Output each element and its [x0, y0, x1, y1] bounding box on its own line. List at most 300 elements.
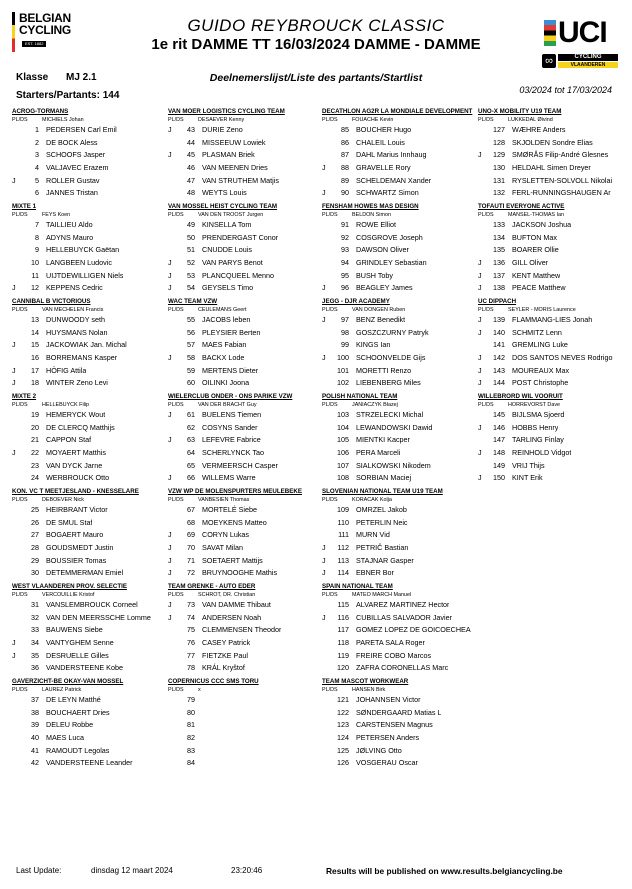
rider-name: JACKSON Joshua	[512, 220, 572, 229]
pl-ds-label: PL/DS	[12, 592, 28, 598]
rider-name: VOSGERAU Oscar	[356, 758, 418, 768]
rider-name: ANDERSEN Noah	[202, 612, 262, 622]
rider-bib: 27	[31, 530, 39, 540]
rider-name: SAVAT Milan	[202, 543, 244, 553]
team-director: VAN MECHELEN Francis	[42, 307, 104, 313]
rider-bib: 74	[187, 612, 195, 622]
team-block	[478, 393, 632, 488]
rider-bib: 100	[337, 353, 349, 363]
rider-name: WEYTS Louis	[202, 188, 247, 198]
rider-name: MISSEEUW Lowiek	[202, 137, 266, 147]
team-director-row	[12, 686, 170, 694]
rider-name: LANGBEEN Ludovic	[46, 258, 112, 268]
rider-name: GOMEZ LOPEZ DE GOICOECHEA	[356, 625, 471, 635]
rider-row	[168, 542, 326, 555]
rider-bib: 39	[31, 720, 39, 730]
page-header	[0, 0, 632, 104]
rider-bib: 61	[187, 410, 195, 419]
team-director: x	[198, 687, 201, 693]
rider-name: PLEYSIER Berten	[202, 327, 261, 337]
junior-flag	[322, 149, 335, 162]
rider-name: FLAMMANG-LIES Jonah	[512, 315, 593, 324]
team-column	[478, 108, 632, 488]
rider-name: GRINDLEY Sebastian	[356, 258, 427, 268]
rider-bib: 121	[337, 695, 349, 704]
team-name: UC DIPPACH	[478, 298, 517, 305]
rider-name: ZAFRA CORONELLAS Marc	[356, 663, 449, 673]
rider-bib: 84	[187, 758, 195, 768]
rider-row	[168, 555, 326, 568]
rider-name: JANNES Tristan	[46, 188, 98, 198]
team-block	[12, 298, 170, 393]
rider-bib: 67	[187, 505, 195, 514]
rider-bib: 30	[31, 568, 39, 578]
junior-flag	[322, 270, 335, 283]
rider-row	[478, 257, 632, 270]
rider-row	[168, 124, 326, 137]
rider-name: VAN STRUTHEM Matjis	[202, 175, 279, 185]
rider-name: BOUSSIER Tomas	[46, 555, 107, 565]
junior-flag: J	[322, 568, 326, 578]
rider-bib: 104	[337, 422, 349, 432]
uci-logo-text: UCI	[558, 16, 607, 49]
rider-bib: 148	[493, 448, 505, 458]
rider-row	[168, 219, 326, 232]
rider-row	[12, 542, 170, 555]
rider-row	[12, 257, 170, 270]
junior-flag	[168, 650, 181, 663]
rider-name: SKJOLDEN Sondre Elias	[512, 137, 593, 147]
rider-row	[322, 422, 480, 435]
team-director: FOUACHE Kevin	[352, 117, 394, 123]
rider-name: DUNWOODY seth	[46, 315, 105, 324]
rider-row	[322, 434, 480, 447]
team-block	[322, 488, 480, 583]
rider-bib: 111	[338, 530, 349, 540]
rider-bib: 129	[493, 150, 505, 160]
junior-flag: J	[168, 258, 172, 268]
team-director: VAN DER BRACHT Guy	[198, 402, 257, 408]
rider-row	[12, 377, 170, 390]
rider-bib: 55	[187, 315, 195, 324]
junior-flag	[168, 517, 181, 530]
junior-flag	[322, 409, 335, 422]
team-name: WIELERCLUB ONDER - ONS PARIKE VZW	[168, 393, 293, 400]
rider-bib: 63	[187, 435, 195, 445]
rider-name: PETERLIN Neic	[356, 517, 408, 527]
rider-name: LIEBENBERG Miles	[356, 378, 421, 388]
rider-name: TARLING Finlay	[512, 435, 564, 445]
rider-name: BUFTON Max	[512, 232, 557, 242]
race-title: GUIDO REYBROUCK CLASSIC	[187, 16, 445, 35]
junior-flag: J	[168, 555, 172, 565]
junior-flag	[12, 409, 25, 422]
rider-bib: 42	[31, 758, 39, 768]
junior-flag: J	[322, 555, 326, 565]
rider-row	[12, 650, 170, 663]
rider-name: SCHWARTZ Simon	[356, 188, 419, 198]
team-director-row	[478, 306, 632, 314]
junior-flag: J	[12, 378, 16, 388]
junior-flag	[168, 339, 181, 352]
rider-name: MIENTKI Kacper	[356, 435, 410, 445]
junior-flag: J	[12, 448, 16, 458]
rider-bib: 146	[493, 422, 505, 432]
junior-flag	[322, 365, 335, 378]
rider-bib: 20	[31, 422, 39, 432]
last-update-label: Last Update:	[16, 866, 62, 875]
rider-row	[322, 187, 480, 200]
junior-flag: J	[322, 315, 326, 324]
rider-name: GRAVELLE Rory	[356, 163, 411, 173]
team-name: COPERNICUS CCC SMS TORU	[168, 678, 259, 685]
rider-row	[12, 517, 170, 530]
junior-flag	[322, 422, 335, 435]
rider-name: BACKX Lode	[202, 353, 245, 363]
rider-bib: 16	[31, 353, 39, 363]
rider-bib: 58	[187, 353, 195, 363]
rider-bib: 103	[337, 410, 349, 419]
team-name: SLOVENIAN NATIONAL TEAM U19 TEAM	[322, 488, 443, 495]
team-name: JEGG - DJR ACADEMY	[322, 298, 390, 305]
junior-flag	[12, 529, 25, 542]
team-director: HELLEBUYCK Filip	[42, 402, 90, 408]
junior-flag: J	[168, 353, 172, 363]
rider-bib: 125	[337, 745, 349, 755]
rider-row	[12, 567, 170, 580]
junior-flag	[168, 757, 181, 770]
rider-row	[478, 434, 632, 447]
rider-row	[322, 162, 480, 175]
team-name: WAC TEAM VZW	[168, 298, 218, 305]
rider-name: WÆHRE Anders	[512, 125, 566, 134]
rider-bib: 108	[337, 473, 349, 483]
junior-flag: J	[478, 448, 482, 458]
rider-row	[478, 187, 632, 200]
team-block	[168, 393, 326, 488]
rider-row	[478, 232, 632, 245]
junior-flag	[12, 612, 25, 625]
rider-bib: 128	[493, 137, 505, 147]
pl-ds-label: PL/DS	[322, 212, 338, 218]
rider-bib: 65	[187, 460, 195, 470]
team-name: SPAIN NATIONAL TEAM	[322, 583, 393, 590]
rider-bib: 3	[35, 150, 39, 160]
rider-bib: 73	[187, 600, 195, 609]
rider-bib: 75	[187, 625, 195, 635]
rider-name: HOBBS Henry	[512, 422, 559, 432]
rider-bib: 150	[493, 473, 505, 483]
cycling-vlaanderen-cycling: CYCLING	[558, 54, 618, 61]
rider-bib: 113	[337, 555, 349, 565]
rider-name: VAN DEN MEERSSCHE Lomme	[46, 612, 151, 622]
team-name: GAVERZICHT-BE OKAY-VAN MOSSEL	[12, 678, 124, 685]
junior-flag	[12, 555, 25, 568]
rider-name: HEIRBRANT Victor	[46, 505, 108, 514]
rider-row	[168, 314, 326, 327]
pl-ds-label: PL/DS	[12, 497, 28, 503]
rider-name: DESRUELLE Gilles	[46, 650, 109, 660]
rider-bib: 101	[337, 365, 349, 375]
team-director-row	[168, 401, 326, 409]
junior-flag: J	[168, 568, 172, 578]
rider-bib: 51	[187, 245, 195, 255]
rider-row	[168, 327, 326, 340]
rider-name: HUYSMANS Nolan	[46, 327, 108, 337]
rider-row	[322, 377, 480, 390]
rider-row	[12, 529, 170, 542]
rider-bib: 59	[187, 365, 195, 375]
rider-row	[322, 529, 480, 542]
team-director-row	[322, 496, 480, 504]
junior-flag: J	[168, 473, 172, 483]
junior-flag	[12, 232, 25, 245]
rider-name: DE CLERCQ Matthijs	[46, 422, 115, 432]
junior-flag	[168, 745, 181, 758]
junior-flag	[12, 732, 25, 745]
rider-name: VANSLEMBROUCK Corneel	[46, 600, 138, 609]
rider-bib: 52	[187, 258, 195, 268]
rider-row	[12, 460, 170, 473]
rider-name: MOYAERT Matthis	[46, 448, 106, 458]
rider-name: BUELENS Tiemen	[202, 410, 262, 419]
junior-flag: J	[478, 150, 482, 160]
rider-row	[478, 244, 632, 257]
rider-row	[168, 612, 326, 625]
team-name: CANNIBAL B VICTORIOUS	[12, 298, 91, 305]
rider-bib: 132	[493, 188, 505, 198]
rider-name: GREMLING Luke	[512, 340, 568, 350]
rider-row	[168, 422, 326, 435]
junior-flag: J	[168, 125, 172, 134]
rider-row	[168, 662, 326, 675]
rider-row	[12, 270, 170, 283]
junior-flag: J	[322, 283, 326, 293]
junior-flag	[322, 244, 335, 257]
junior-flag	[322, 599, 335, 612]
team-director-row	[12, 211, 170, 219]
pl-ds-label: PL/DS	[322, 307, 338, 313]
team-block	[12, 583, 170, 678]
team-block	[478, 203, 632, 298]
rider-bib: 9	[35, 245, 39, 255]
rider-row	[322, 339, 480, 352]
junior-flag	[322, 232, 335, 245]
team-block	[322, 393, 480, 488]
junior-flag	[168, 162, 181, 175]
rider-row	[168, 745, 326, 758]
rider-row	[12, 187, 170, 200]
team-director-row	[322, 306, 480, 314]
junior-flag	[322, 707, 335, 720]
rider-name: MERTENS Dieter	[202, 365, 259, 375]
team-block	[322, 298, 480, 393]
rider-name: GOUDSMEDT Justin	[46, 543, 114, 553]
rider-row	[168, 504, 326, 517]
rider-row	[478, 219, 632, 232]
rider-bib: 81	[187, 720, 195, 730]
junior-flag	[168, 219, 181, 232]
rider-row	[12, 352, 170, 365]
rider-bib: 47	[187, 175, 195, 185]
junior-flag: J	[322, 543, 326, 553]
rider-bib: 118	[337, 638, 349, 648]
junior-flag: J	[478, 315, 482, 324]
junior-flag	[322, 732, 335, 745]
stage-title: 1e rit DAMME TT 16/03/2024 DAMME - DAMME	[151, 36, 481, 53]
team-director-row	[478, 211, 632, 219]
rider-row	[322, 650, 480, 663]
rider-bib: 70	[187, 543, 195, 553]
rider-name: VAN PARYS Benot	[202, 258, 263, 268]
rider-row	[478, 352, 632, 365]
team-name: TEAM MASCOT WORKWEAR	[322, 678, 409, 685]
team-director: DEBOEVER Nick	[42, 497, 84, 503]
rider-bib: 31	[31, 600, 39, 609]
junior-flag: J	[168, 600, 172, 609]
rider-row	[12, 662, 170, 675]
rider-row	[478, 162, 632, 175]
rider-bib: 142	[493, 353, 505, 363]
junior-flag	[12, 624, 25, 637]
rider-bib: 68	[187, 517, 195, 527]
rider-row	[322, 637, 480, 650]
rider-row	[12, 327, 170, 340]
team-director: KORACAK Kolja	[352, 497, 392, 503]
junior-flag: J	[478, 327, 482, 337]
rider-row	[168, 339, 326, 352]
rider-name: SOETAERT Mattijs	[202, 555, 263, 565]
rider-bib: 56	[187, 327, 195, 337]
team-director: SCHROT, DR. Christian	[198, 592, 256, 598]
rider-name: DAHL Marius Innhaug	[356, 150, 427, 160]
rider-name: SMØRÅS Filip-André Glesnes	[512, 150, 609, 160]
rider-bib: 80	[187, 707, 195, 717]
rider-name: KRÁL Kryštof	[202, 663, 245, 673]
rider-bib: 14	[31, 327, 39, 337]
rider-name: GILL Oliver	[512, 258, 549, 268]
team-director: MICHIELS Johan	[42, 117, 84, 123]
rider-bib: 120	[337, 663, 349, 673]
rider-name: PETERSEN Anders	[356, 733, 420, 743]
pl-ds-label: PL/DS	[168, 117, 184, 123]
rider-name: CORYN Lukas	[202, 530, 250, 540]
junior-flag: J	[168, 530, 172, 540]
rider-row	[12, 472, 170, 485]
rider-row	[168, 757, 326, 770]
pl-ds-label: PL/DS	[478, 212, 494, 218]
rider-name: BOARER Ollie	[512, 245, 559, 255]
rider-name: ROLLER Gustav	[46, 175, 100, 185]
rider-row	[322, 282, 480, 295]
rider-name: PEDERSEN Carl Emil	[46, 125, 117, 134]
pl-ds-label: PL/DS	[168, 402, 184, 408]
rider-name: JACOBS leben	[202, 315, 251, 324]
rider-bib: 97	[341, 315, 349, 324]
rider-row	[168, 270, 326, 283]
team-director-row	[322, 686, 480, 694]
rider-bib: 145	[493, 410, 505, 419]
junior-flag: J	[478, 365, 482, 375]
rider-name: VERMEERSCH Casper	[202, 460, 278, 470]
team-name: WILLEBRORD WIL VOORUIT	[478, 393, 563, 400]
rider-name: DE SMUL Staf	[46, 517, 93, 527]
startlist-title: Deelnemerslijst/Liste des partants/Startlist	[209, 72, 423, 84]
rider-row	[478, 472, 632, 485]
team-director: LAUREZ Patrick	[42, 687, 82, 693]
rider-name: HELLEBUYCK Gaëtan	[46, 245, 120, 255]
team-column	[322, 108, 480, 773]
rider-row	[322, 517, 480, 530]
rider-bib: 50	[187, 232, 195, 242]
junior-flag	[322, 175, 335, 188]
rider-name: ROWE Elliot	[356, 220, 396, 229]
rider-name: PLASMAN Briek	[202, 150, 255, 160]
team-name: WEST VLAANDEREN PROV. SELECTIE	[12, 583, 127, 590]
rider-name: MURN Vid	[356, 530, 390, 540]
junior-flag	[478, 137, 491, 150]
rider-name: VANDERSTEENE Leander	[46, 758, 133, 768]
rider-row	[168, 624, 326, 637]
rider-name: GEYSELS Timo	[202, 283, 254, 293]
rider-bib: 90	[341, 188, 349, 198]
team-director: DESAEVER Kenny	[198, 117, 245, 123]
rider-row	[168, 472, 326, 485]
junior-flag	[168, 244, 181, 257]
rider-bib: 18	[31, 378, 39, 388]
junior-flag	[12, 352, 25, 365]
pl-ds-label: PL/DS	[168, 497, 184, 503]
team-block	[12, 393, 170, 488]
rider-bib: 86	[341, 137, 349, 147]
junior-flag	[478, 434, 491, 447]
rider-row	[322, 624, 480, 637]
rider-row	[12, 732, 170, 745]
rider-bib: 83	[187, 745, 195, 755]
junior-flag	[12, 745, 25, 758]
junior-flag: J	[478, 473, 482, 483]
rider-bib: 139	[493, 315, 505, 324]
rider-name: STAJNAR Gasper	[356, 555, 414, 565]
rider-bib: 96	[341, 283, 349, 293]
rider-name: PRENDERGAST Conor	[202, 232, 279, 242]
junior-flag	[12, 422, 25, 435]
rider-name: SORBIAN Maciej	[356, 473, 412, 483]
rider-bib: 109	[337, 505, 349, 514]
rider-bib: 102	[337, 378, 349, 388]
rider-name: GOSZCZURNY Patryk	[356, 327, 429, 337]
rider-row	[168, 162, 326, 175]
junior-flag	[322, 219, 335, 232]
pl-ds-label: PL/DS	[168, 592, 184, 598]
rider-name: COSYNS Sander	[202, 422, 258, 432]
rider-name: COSGROVE Joseph	[356, 232, 423, 242]
junior-flag	[168, 187, 181, 200]
rider-row	[322, 314, 480, 327]
junior-flag	[168, 137, 181, 150]
rider-name: PETRIČ Bastian	[356, 543, 409, 553]
junior-flag	[168, 732, 181, 745]
team-block	[168, 203, 326, 298]
rider-bib: 41	[31, 745, 39, 755]
rider-name: MOEYKENS Matteo	[202, 517, 267, 527]
junior-flag	[322, 694, 335, 707]
junior-flag	[12, 472, 25, 485]
junior-flag	[322, 624, 335, 637]
rider-row	[322, 365, 480, 378]
junior-flag	[322, 650, 335, 663]
rider-name: DAWSON Oliver	[356, 245, 409, 255]
